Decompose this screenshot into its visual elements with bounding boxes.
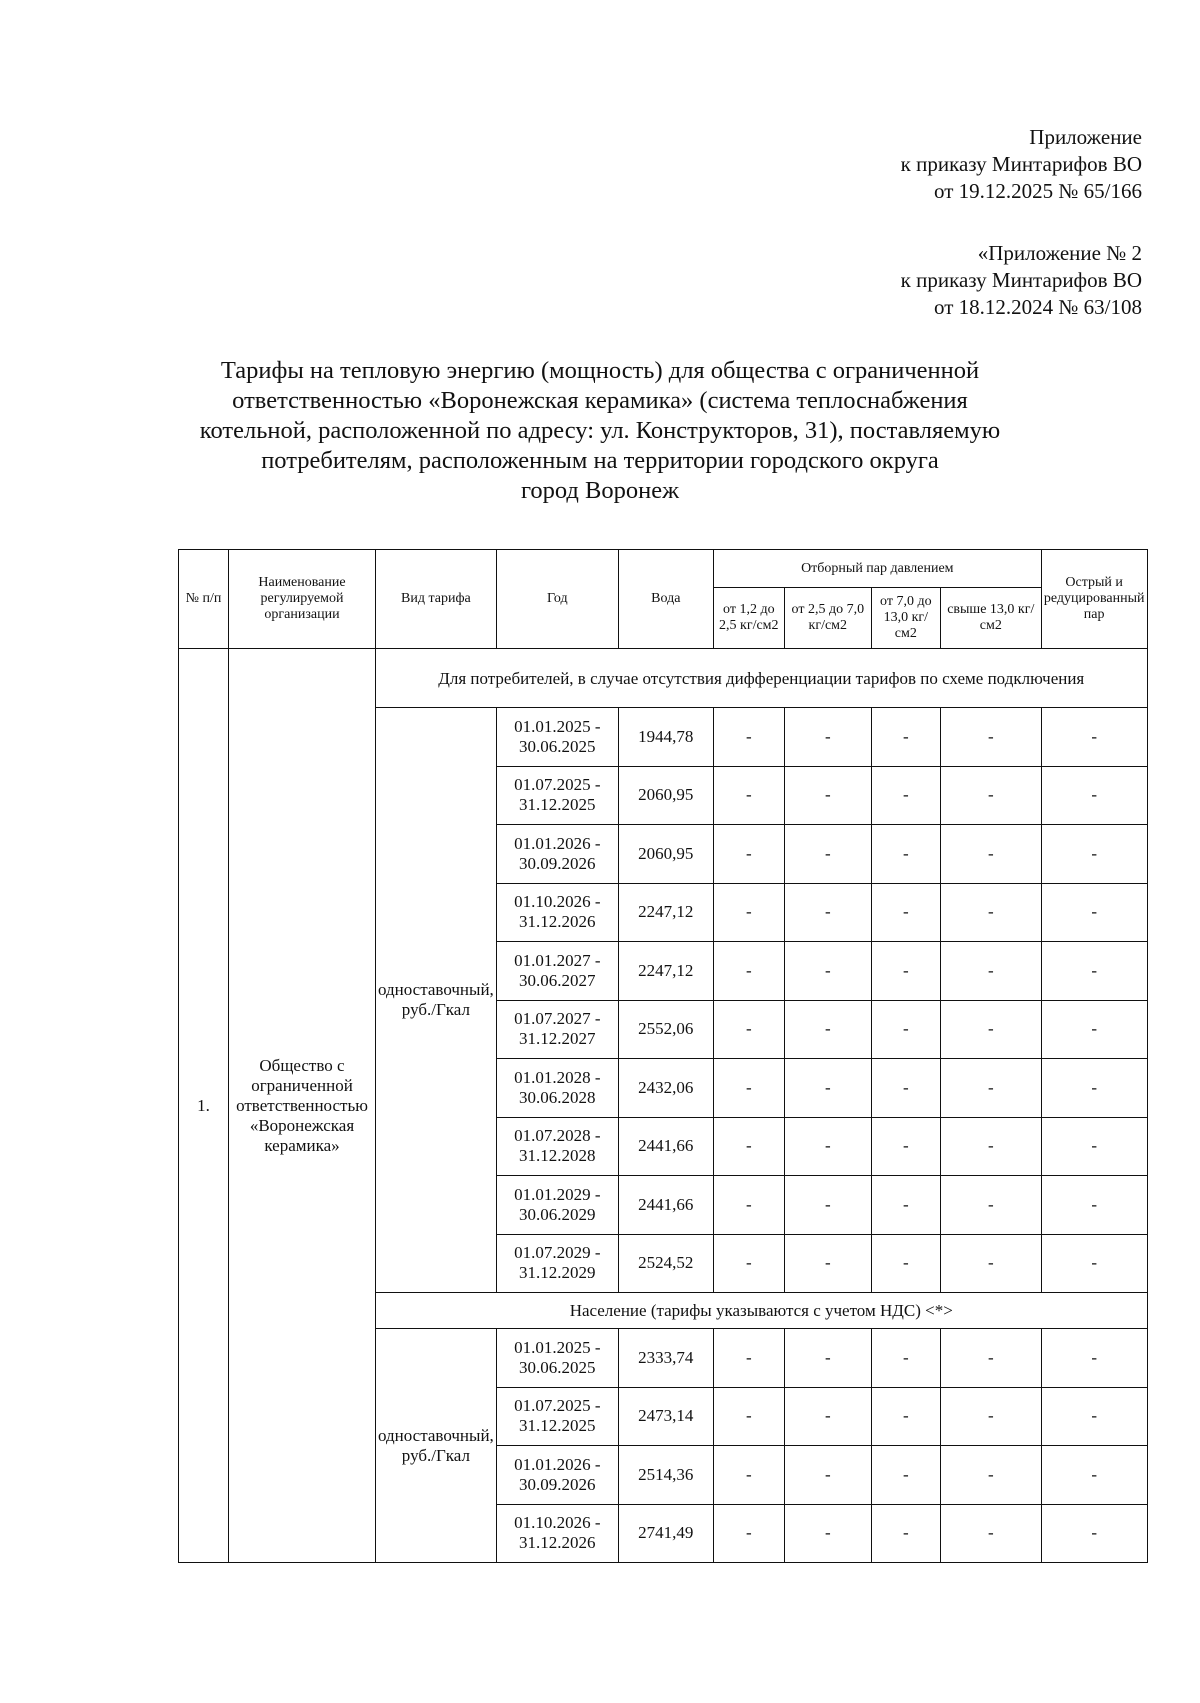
- row-number: 1.: [179, 649, 229, 1563]
- period-cell: 01.01.2029 - 30.06.2029: [496, 1176, 618, 1235]
- dash-cell: -: [1041, 1387, 1147, 1446]
- dash-cell: -: [713, 1446, 784, 1505]
- dash-cell: -: [871, 1234, 940, 1293]
- dash-cell: -: [713, 766, 784, 825]
- dash-cell: -: [1041, 766, 1147, 825]
- dash-cell: -: [784, 1446, 871, 1505]
- dash-cell: -: [784, 942, 871, 1001]
- dash-cell: -: [1041, 708, 1147, 767]
- dash-cell: -: [940, 1504, 1041, 1563]
- dash-cell: -: [940, 708, 1041, 767]
- header-steam-3: от 7,0 до 13,0 кг/см2: [871, 588, 940, 649]
- dash-cell: -: [871, 942, 940, 1001]
- dash-cell: -: [1041, 1059, 1147, 1118]
- water-tariff-cell: 1944,78: [618, 708, 713, 767]
- dash-cell: -: [713, 1234, 784, 1293]
- dash-cell: -: [871, 1059, 940, 1118]
- header-line: к приказу Минтарифов ВО: [900, 152, 1142, 176]
- header-line: от 19.12.2025 № 65/166: [933, 179, 1142, 203]
- dash-cell: -: [871, 825, 940, 884]
- water-tariff-cell: 2247,12: [618, 942, 713, 1001]
- dash-cell: -: [713, 1059, 784, 1118]
- water-tariff-cell: 2741,49: [618, 1504, 713, 1563]
- water-tariff-cell: 2441,66: [618, 1117, 713, 1176]
- header-steam-1: от 1,2 до 2,5 кг/см2: [713, 588, 784, 649]
- header-year: Год: [496, 550, 618, 649]
- period-cell: 01.01.2026 - 30.09.2026: [496, 825, 618, 884]
- dash-cell: -: [784, 1234, 871, 1293]
- header-steam-2: от 2,5 до 7,0 кг/см2: [784, 588, 871, 649]
- period-cell: 01.07.2025 - 31.12.2025: [496, 766, 618, 825]
- header-line: от 18.12.2024 № 63/108: [933, 295, 1142, 319]
- period-cell: 01.07.2029 - 31.12.2029: [496, 1234, 618, 1293]
- dash-cell: -: [784, 766, 871, 825]
- dash-cell: -: [871, 1176, 940, 1235]
- period-cell: 01.10.2026 - 31.12.2026: [496, 883, 618, 942]
- dash-cell: -: [784, 1000, 871, 1059]
- dash-cell: -: [940, 942, 1041, 1001]
- dash-cell: -: [713, 1329, 784, 1388]
- dash-cell: -: [784, 1329, 871, 1388]
- appendix-header: [901, 124, 1142, 205]
- water-tariff-cell: 2473,14: [618, 1387, 713, 1446]
- dash-cell: -: [784, 1176, 871, 1235]
- dash-cell: -: [713, 1504, 784, 1563]
- dash-cell: -: [713, 1000, 784, 1059]
- dash-cell: -: [940, 1117, 1041, 1176]
- water-tariff-cell: 2432,06: [618, 1059, 713, 1118]
- header-type: Вид тарифа: [376, 550, 497, 649]
- dash-cell: -: [784, 1059, 871, 1118]
- period-cell: 01.10.2026 - 31.12.2026: [496, 1504, 618, 1563]
- water-tariff-cell: 2514,36: [618, 1446, 713, 1505]
- dash-cell: -: [871, 883, 940, 942]
- header-steam-4: свыше 13,0 кг/см2: [940, 588, 1041, 649]
- header-steam-group: Отборный пар давлением: [713, 550, 1041, 588]
- dash-cell: -: [871, 1387, 940, 1446]
- period-cell: 01.01.2026 - 30.09.2026: [496, 1446, 618, 1505]
- dash-cell: -: [1041, 1446, 1147, 1505]
- dash-cell: -: [1041, 1117, 1147, 1176]
- dash-cell: -: [1041, 825, 1147, 884]
- water-tariff-cell: 2333,74: [618, 1329, 713, 1388]
- dash-cell: -: [1041, 1234, 1147, 1293]
- header-org: Наименование регулируемой организации: [229, 550, 376, 649]
- dash-cell: -: [713, 708, 784, 767]
- dash-cell: -: [713, 825, 784, 884]
- header-line: «Приложение № 2: [977, 241, 1142, 265]
- dash-cell: -: [713, 1387, 784, 1446]
- water-tariff-cell: 2552,06: [618, 1000, 713, 1059]
- tariff-table: [178, 549, 1148, 1563]
- dash-cell: -: [1041, 1000, 1147, 1059]
- period-cell: 01.07.2027 - 31.12.2027: [496, 1000, 618, 1059]
- section-row: [179, 649, 1148, 708]
- dash-cell: -: [784, 825, 871, 884]
- section-title: Население (тарифы указываются с учетом НДС) <*>: [376, 1293, 1148, 1329]
- period-cell: 01.07.2028 - 31.12.2028: [496, 1117, 618, 1176]
- header-line: к приказу Минтарифов ВО: [900, 268, 1142, 292]
- dash-cell: -: [871, 766, 940, 825]
- dash-cell: -: [871, 1000, 940, 1059]
- section-title: Для потребителей, в случае отсутствия дифференциации тарифов по схеме подключения: [376, 649, 1148, 708]
- dash-cell: -: [940, 1176, 1041, 1235]
- organization-name: Общество с ограниченной ответственностью «Воронежская керамика»: [229, 649, 376, 1563]
- water-tariff-cell: 2247,12: [618, 883, 713, 942]
- tariff-type: одноставочный, руб./Гкал: [376, 1329, 497, 1563]
- document-title: [150, 356, 1050, 506]
- dash-cell: -: [784, 1117, 871, 1176]
- dash-cell: -: [940, 1387, 1041, 1446]
- appendix-2-header: [901, 240, 1142, 321]
- title-line: Тарифы на тепловую энергию (мощность) для общества с ограниченной: [220, 357, 980, 384]
- period-cell: 01.01.2028 - 30.06.2028: [496, 1059, 618, 1118]
- dash-cell: -: [940, 1059, 1041, 1118]
- dash-cell: -: [784, 883, 871, 942]
- dash-cell: -: [1041, 942, 1147, 1001]
- dash-cell: -: [940, 1329, 1041, 1388]
- title-line: котельной, расположенной по адресу: ул. Конструкторов, 31), поставляемую: [199, 417, 1001, 444]
- dash-cell: -: [871, 1329, 940, 1388]
- period-cell: 01.01.2025 - 30.06.2025: [496, 1329, 618, 1388]
- water-tariff-cell: 2060,95: [618, 825, 713, 884]
- header-water: Вода: [618, 550, 713, 649]
- dash-cell: -: [713, 1117, 784, 1176]
- dash-cell: -: [871, 1117, 940, 1176]
- tariff-type: одноставочный, руб./Гкал: [376, 708, 497, 1293]
- dash-cell: -: [871, 1504, 940, 1563]
- dash-cell: -: [1041, 883, 1147, 942]
- dash-cell: -: [871, 1446, 940, 1505]
- dash-cell: -: [784, 708, 871, 767]
- header-line: Приложение: [1029, 125, 1142, 149]
- dash-cell: -: [940, 1446, 1041, 1505]
- dash-cell: -: [784, 1504, 871, 1563]
- dash-cell: -: [940, 766, 1041, 825]
- period-cell: 01.01.2025 - 30.06.2025: [496, 708, 618, 767]
- water-tariff-cell: 2441,66: [618, 1176, 713, 1235]
- dash-cell: -: [713, 883, 784, 942]
- water-tariff-cell: 2524,52: [618, 1234, 713, 1293]
- period-cell: 01.07.2025 - 31.12.2025: [496, 1387, 618, 1446]
- header-sharp-steam: Острый и редуцированный пар: [1041, 550, 1147, 649]
- dash-cell: -: [940, 1000, 1041, 1059]
- dash-cell: -: [871, 708, 940, 767]
- water-tariff-cell: 2060,95: [618, 766, 713, 825]
- title-line: потребителям, расположенным на территории городского округа: [261, 447, 939, 474]
- dash-cell: -: [713, 1176, 784, 1235]
- dash-cell: -: [940, 1234, 1041, 1293]
- period-cell: 01.01.2027 - 30.06.2027: [496, 942, 618, 1001]
- dash-cell: -: [713, 942, 784, 1001]
- dash-cell: -: [1041, 1176, 1147, 1235]
- dash-cell: -: [1041, 1504, 1147, 1563]
- dash-cell: -: [784, 1387, 871, 1446]
- dash-cell: -: [1041, 1329, 1147, 1388]
- title-line: город Воронеж: [520, 477, 680, 504]
- title-line: ответственностью «Воронежская керамика» (система теплоснабжения: [232, 387, 968, 414]
- dash-cell: -: [940, 825, 1041, 884]
- dash-cell: -: [940, 883, 1041, 942]
- header-num: № п/п: [179, 550, 229, 649]
